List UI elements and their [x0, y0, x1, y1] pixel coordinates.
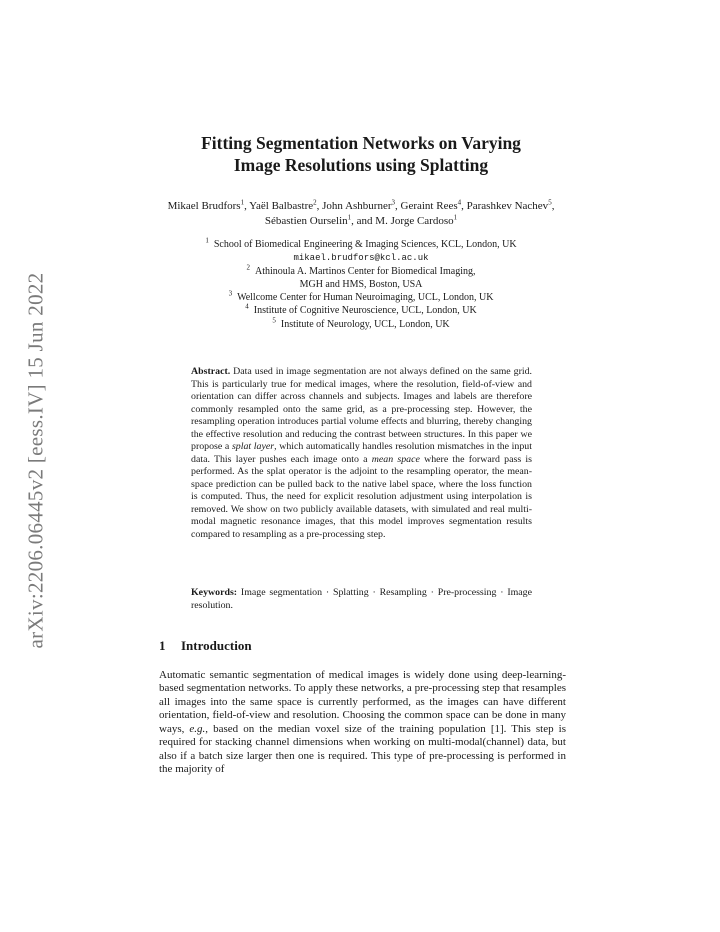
affiliation-line	[150, 265, 572, 278]
author-separator: ,	[395, 200, 401, 212]
affiliation-mark: 4	[245, 303, 249, 312]
abstract-emphasis-1: splat layer	[231, 441, 275, 452]
author-affiliation-mark: 3	[391, 198, 395, 207]
arxiv-identifier: arXiv:2206.06445v2 [eess.IV] 15 Jun 2022	[23, 272, 48, 648]
intro-text-2: , based on the median voxel size of the training population [1]. This step is required for stacking channel dimensions when working on multi-modal(channel) data, but also if a batch size larger then one is required. This type of pre-processing is performed in the majority of	[159, 722, 566, 776]
affiliation-text: Institute of Cognitive Neuroscience, UCL, London, UK	[253, 305, 477, 317]
abstract-emphasis-2: mean space	[371, 453, 420, 465]
affiliation-email-line	[150, 251, 572, 265]
abstract-text-3: where the forward pass is performed. As the splat operator is the adjoint to the resampling operator, the mean-space prediction can be pulled back to the native label space, where the loss function is computed. Thus, the need for explicit resolution adjustment using interpolation is removed. We show on two publicly available datasets, with simulated and real multi-modal magnetic resonance images, that this model improves segmentation results compared to resampling as a pre-processing step.	[191, 453, 532, 540]
author-name: M. Jorge Cardoso	[375, 215, 454, 227]
author-name: John Ashburner	[322, 200, 392, 212]
affiliation-text: Wellcome Center for Human Neuroimaging, UCL, London, UK	[237, 292, 494, 304]
paper-title	[150, 132, 572, 176]
affiliation-text: School of Biomedical Engineering & Imaging Sciences, KCL, London, UK	[213, 239, 517, 250]
author-name: Parashkev Nachev	[466, 200, 549, 212]
author-name: Geraint Rees	[400, 200, 458, 212]
title-line-1: Fitting Segmentation Networks on Varying	[201, 133, 521, 153]
section-title: Introduction	[181, 638, 252, 653]
affiliation-line	[150, 291, 572, 304]
author-name: Mikael Brudfors	[167, 200, 241, 212]
intro-emphasis-1: e.g.	[189, 722, 206, 735]
affiliation-mark: 3	[228, 290, 233, 299]
author-email[interactable]: mikael.brudfors@kcl.ac.uk	[293, 253, 429, 264]
intro-text-1: Automatic semantic segmentation of medical images is widely done using deep-learning-based segmentation networks. To apply these networks, a pre-processing step that resamples all images into the same space is currently performed, as the images can have different orientation, field-of-view and resolution. Choosing the common space can be done in many ways,	[159, 669, 566, 735]
abstract-label: Abstract.	[191, 366, 231, 377]
affiliation-mark: 1	[205, 236, 209, 245]
author-separator: ,	[316, 200, 323, 212]
author-name: Sébastien Ourselin	[264, 215, 348, 227]
section-number: 1	[159, 638, 166, 653]
affiliation-line	[150, 278, 572, 291]
affiliation-mark: 2	[246, 263, 250, 272]
abstract-text-2: , which automatically handles resolution mismatches in the input data. This layer pushes each image onto a	[191, 441, 532, 465]
keywords	[191, 587, 532, 612]
affiliation-text: MGH and HMS, Boston, USA	[299, 279, 423, 291]
author-affiliation-mark: 1	[453, 213, 458, 222]
author-separator: ,	[551, 200, 555, 212]
author-affiliation-mark: 2	[313, 198, 317, 207]
author-separator: ,	[244, 200, 250, 212]
section-heading	[159, 638, 252, 654]
abstract	[191, 366, 532, 541]
affiliation-mark: 5	[272, 316, 276, 325]
author-separator: , and	[351, 215, 376, 227]
keywords-label: Keywords:	[191, 587, 238, 598]
introduction-paragraph	[159, 669, 566, 777]
abstract-text-1: Data used in image segmentation are not always defined on the same grid. This is particularly true for medical images, where the resolution, field-of-view and orientation can differ across channels and subjects. Images and labels are therefore commonly resampled onto the same grid, as a pre-processing step. However, the resampling operation introduces partial volume effects and blurring, thereby changing the effective resolution and reducing the contrast between structures. In this paper we propose a	[191, 366, 533, 452]
author-list	[152, 199, 570, 229]
author-affiliation-mark: 1	[347, 213, 352, 222]
author-name: Yaël Balbastre	[249, 200, 314, 212]
affiliation-text: Institute of Neurology, UCL, London, UK	[280, 318, 450, 330]
author-separator: ,	[461, 200, 467, 212]
affiliation-text: Athinoula A. Martinos Center for Biomedical Imaging,	[254, 266, 476, 278]
affiliation-line	[150, 238, 572, 251]
arxiv-sidebar-stamp	[14, 250, 58, 670]
keywords-text: Image segmentation · Splatting · Resampling · Pre-processing · Image resolution.	[191, 587, 532, 611]
affiliation-line	[150, 304, 572, 317]
affiliation-line	[150, 318, 572, 331]
author-affiliation-mark: 5	[548, 198, 552, 207]
affiliation-list	[150, 238, 572, 331]
author-affiliation-mark: 1	[240, 198, 245, 207]
title-line-2: Image Resolutions using Splatting	[233, 155, 489, 175]
author-affiliation-mark: 4	[457, 198, 462, 207]
